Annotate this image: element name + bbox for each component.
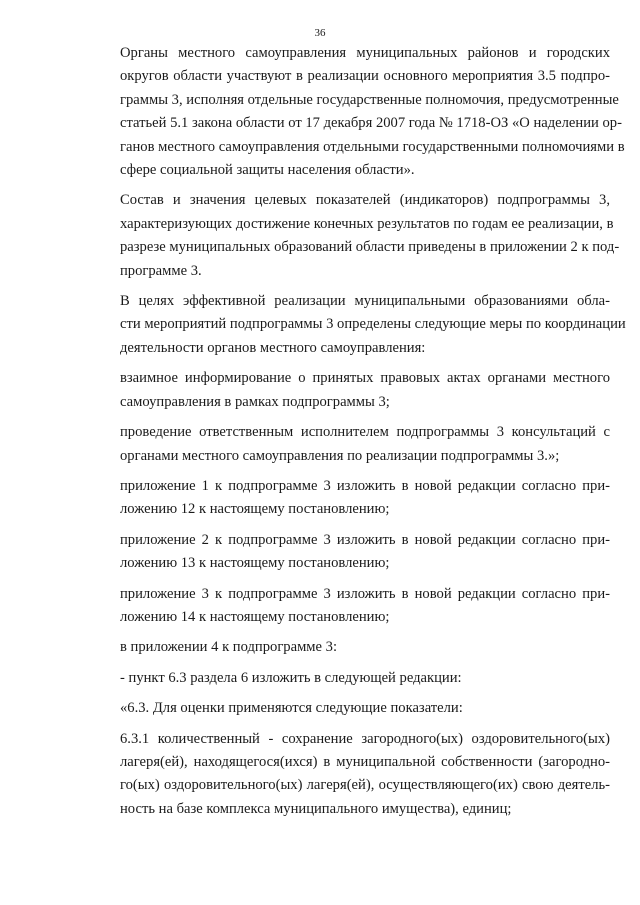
paragraph [86,636,610,659]
text-line: В целях эффективной реализации муниципальными образованиями обла- [120,293,610,310]
text-line: сфере социальной защиты населения области». [120,162,415,179]
text-line: характеризующих достижение конечных результатов по годам ее реализации, в [120,215,614,232]
paragraph [86,290,626,360]
paragraph [86,667,610,690]
text-line: разрезе муниципальных образований области приведены в приложении 2 к под- [120,239,620,256]
paragraph [86,697,610,720]
text-line: приложение 2 к подпрограмме 3 изложить в новой редакции согласно при- [120,531,610,548]
paragraph [86,529,610,576]
text-line: деятельности органов местного самоуправления: [120,339,426,356]
text-line: в приложении 4 к подпрограмме 3: [120,639,338,656]
text-line: приложение 1 к подпрограмме 3 изложить в новой редакции согласно при- [120,477,610,494]
text-line: органами местного самоуправления по реализации подпрограммы 3.»; [120,447,560,464]
text-line: приложение 3 к подпрограмме 3 изложить в новой редакции согласно при- [120,585,610,602]
text-line: - пункт 6.3 раздела 6 изложить в следующей редакции: [120,669,462,686]
text-line: взаимное информирование о принятых правовых актах органами местного [120,370,610,387]
text-line: 6.3.1 количественный - сохранение загородного(ых) оздоровительного(ых) [120,730,610,747]
paragraph [86,367,610,414]
text-line: граммы 3, исполняя отдельные государственные полномочия, предусмотренные [120,91,619,108]
page-number: 36 [314,27,326,39]
text-line: ганов местного самоуправления отдельными государственными полномочиями в [120,138,625,155]
paragraph [86,583,610,630]
text-line: ложению 14 к настоящему постановлению; [120,608,390,625]
paragraph [86,728,610,822]
text-line: статьей 5.1 закона области от 17 декабря 2007 года № 1718-ОЗ «О наделении ор- [120,115,622,132]
text-line: программе 3. [120,262,202,279]
paragraph [86,475,610,522]
text-line: ность на базе комплекса муниципального имущества), единиц; [120,800,512,817]
text-line: ложению 12 к настоящему постановлению; [120,501,390,518]
paragraph [86,421,610,468]
paragraph [86,189,620,283]
text-line: ложению 13 к настоящему постановлению; [120,555,390,572]
text-line: го(ых) оздоровительного(ых) лагеря(ей), осуществляющего(их) свою деятель- [120,777,610,794]
text-line: проведение ответственным исполнителем подпрограммы 3 консультаций с [120,424,610,441]
text-line: Состав и значения целевых показателей (индикаторов) подпрограммы 3, [120,192,610,209]
text-line: сти мероприятий подпрограммы 3 определены следующие меры по координации [120,316,626,333]
text-line: округов области участвуют в реализации основного мероприятия 3.5 подпро- [120,68,610,85]
text-line: «6.3. Для оценки применяются следующие показатели: [120,700,463,717]
text-line: Органы местного самоуправления муниципальных районов и городских [120,45,610,61]
text-line: лагеря(ей), находящегося(ихся) в муниципальной собственности (загородно- [120,753,610,770]
document-body [86,42,626,828]
paragraph [86,42,625,182]
text-line: самоуправления в рамках подпрограммы 3; [120,393,390,410]
